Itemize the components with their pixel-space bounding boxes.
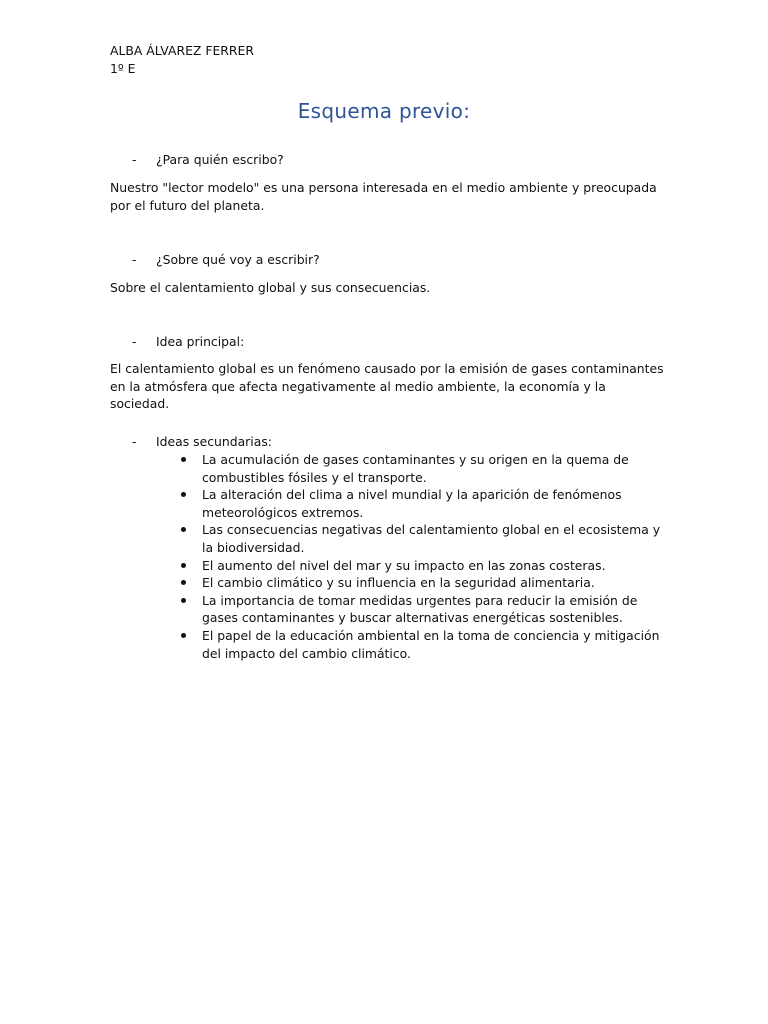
bullet-icon [181,527,186,532]
dash-marker: - [132,334,137,349]
author-group: 1º E [110,60,136,76]
answer-paragraph: Sobre el calentamiento global y sus consecuencias. [110,280,431,295]
answer-paragraph: Nuestro "lector modelo" es una persona interesada en el medio ambiente y preocupada por el futuro del planeta. [110,180,657,213]
section-topic [110,251,670,269]
question-item [110,333,670,351]
list-item [110,592,662,627]
list-item-text: El cambio climático y su influencia en la seguridad alimentaria. [202,575,595,591]
secondary-ideas-list [110,451,670,662]
section-main-idea [110,333,670,351]
bullet-icon [181,633,186,638]
list-item-text: El papel de la educación ambiental en la toma de conciencia y mitigación del impacto del cambio climático. [202,627,660,661]
list-item-text: Las consecuencias negativas del calentamiento global en el ecosistema y la biodiversidad. [202,522,661,555]
list-item [110,574,662,592]
list-item-text: La alteración del clima a nivel mundial y la aparición de fenómenos meteorológicos extremos. [202,487,622,520]
bullet-icon [181,598,186,603]
dash-marker: - [132,152,137,167]
list-item [110,451,662,486]
author-name: ALBA ÁLVAREZ FERRER [110,43,254,58]
question-text: ¿Sobre qué voy a escribir? [156,252,320,267]
bullet-icon [181,563,186,568]
dash-marker: - [132,434,137,449]
question-text: Idea principal: [156,334,245,349]
list-item [110,557,662,575]
list-item-text: La importancia de tomar medidas urgentes para reducir la emisión de gases contaminantes y buscar alternativas energéticas sostenibles. [202,592,638,626]
list-item [110,627,662,662]
question-text: Ideas secundarias: [156,434,272,449]
section-audience [110,151,670,169]
bullet-icon [181,580,186,585]
list-item-text: La acumulación de gases contaminantes y su origen en la quema de combustibles fósiles y el transporte. [202,452,629,485]
list-item [110,521,662,556]
answer-paragraph: El calentamiento global es un fenómeno causado por la emisión de gases contaminantes en la atmósfera que afecta negativamente al medio ambiente, la economía y la sociedad. [110,361,664,412]
question-item [110,251,670,269]
document-header [110,42,254,77]
section-secondary-ideas [110,433,670,662]
dash-marker: - [132,252,137,267]
list-item [110,486,662,521]
question-item [110,433,670,451]
question-item [110,151,670,169]
list-item-text: El aumento del nivel del mar y su impacto en las zonas costeras. [202,557,606,573]
bullet-icon [181,492,186,497]
page-title: Esquema previo: [297,99,471,123]
question-text: ¿Para quién escribo? [156,152,284,167]
bullet-icon [181,457,186,462]
